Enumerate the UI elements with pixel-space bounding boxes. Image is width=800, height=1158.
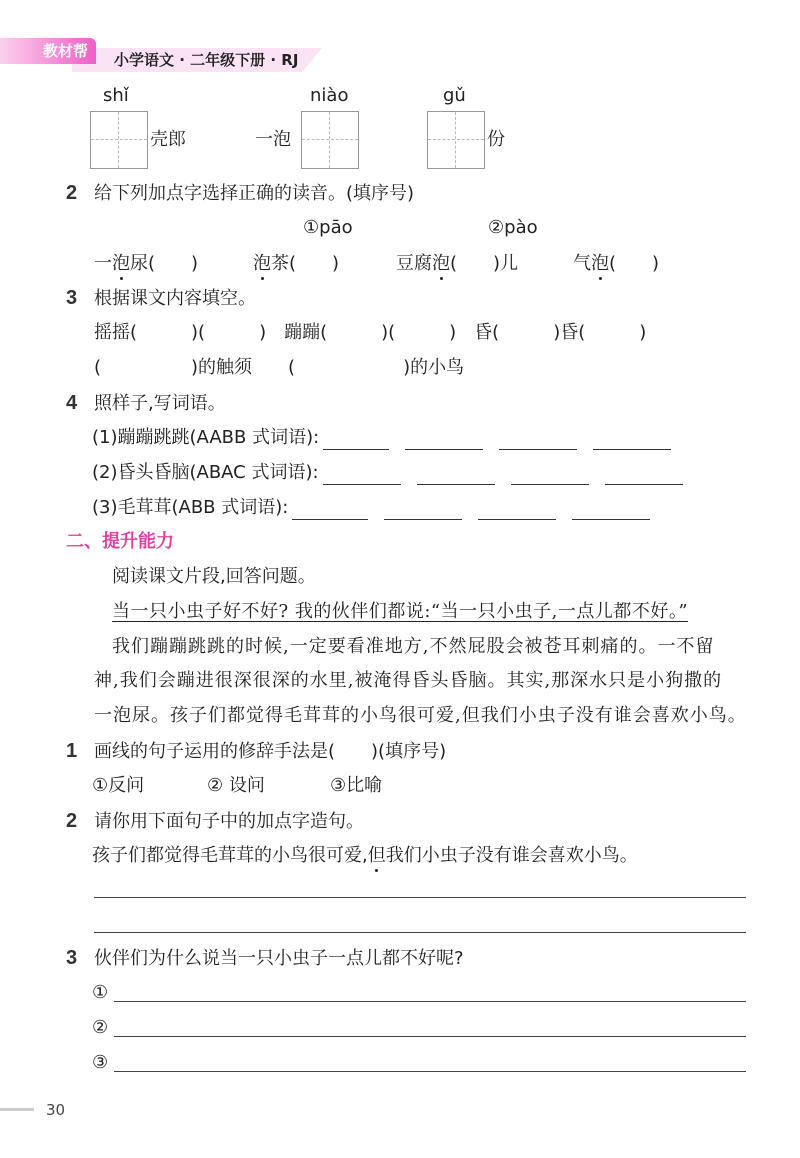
word-3[interactable]: 豆腐泡( )儿 (396, 253, 519, 274)
fill-row-1[interactable]: 摇摇( )( ) 蹦蹦( )( ) 昏( )昏( ) (94, 322, 647, 343)
option-2: ②pào (488, 217, 538, 238)
writing-box[interactable] (301, 111, 359, 169)
answer-line[interactable] (114, 1036, 746, 1037)
pinyin: niào (310, 85, 349, 106)
answer-line[interactable] (94, 932, 746, 933)
answer-line[interactable] (114, 1001, 746, 1002)
r2-sentence: 孩子们都觉得毛茸茸的小鸟很可爱,但我们小虫子没有谁会喜欢小鸟。 (92, 845, 638, 866)
underlined-sentence: 当一只小虫子好不好? 我的伙伴们都说:“当一只小虫子,一点儿都不好。” (112, 601, 689, 622)
option-1: ①pāo (303, 217, 353, 238)
word-4[interactable]: 气泡( ) (573, 253, 660, 274)
reading-q1: 1 画线的句子运用的修辞手法是( )(填序号) (66, 740, 447, 762)
reading-q2: 2 请你用下面句子中的加点字造句。 (66, 810, 364, 832)
word-part: 壳郎 (150, 129, 186, 150)
r1-option: ③比喻 (330, 775, 383, 796)
reading-q3: 3 伙伴们为什么说当一只小虫子一点儿都不好呢? (66, 947, 464, 969)
word-part: 一泡 (255, 129, 291, 150)
answer-line[interactable] (94, 897, 746, 898)
question-4: 4 照样子,写词语。 (66, 392, 226, 414)
reading-intro: 阅读课文片段,回答问题。 (112, 566, 316, 587)
header-title: 小学语文 · 二年级下册 · RJ (114, 51, 299, 69)
word-2[interactable]: 泡茶( ) (253, 253, 340, 274)
answer-mark: ③ (92, 1052, 109, 1073)
answer-mark: ② (92, 1017, 109, 1038)
brand-tab: 教材帮 (0, 38, 96, 64)
writing-box[interactable] (427, 111, 485, 169)
q4-item-1: (1)蹦蹦跳跳(AABB 式词语): (92, 426, 671, 450)
paragraph-line: 神,我们会蹦进很深很深的水里,被淹得昏头昏脑。其实,那深水只是小狗撒的 (94, 670, 723, 691)
answer-mark: ① (92, 982, 109, 1003)
fill-row-2[interactable]: ( )的触须 ( )的小鸟 (94, 357, 465, 378)
word-1[interactable]: 一泡尿( ) (94, 253, 199, 274)
pinyin: shǐ (103, 85, 129, 106)
writing-box[interactable] (90, 111, 148, 169)
question-3: 3 根据课文内容填空。 (66, 287, 256, 309)
q4-item-3: (3)毛茸茸(ABB 式词语): (92, 496, 650, 520)
q4-item-2: (2)昏头昏脑(ABAC 式词语): (92, 461, 683, 485)
pinyin: gǔ (443, 85, 466, 106)
page-number: 30 (46, 1101, 66, 1119)
r1-option: ② 设问 (207, 775, 265, 796)
paragraph-line: 一泡尿。孩子们都觉得毛茸茸的小鸟很可爱,但我们小虫子没有谁会喜欢小鸟。 (94, 705, 747, 726)
footer-bar (0, 1108, 34, 1111)
section-title: 二、提升能力 (66, 531, 174, 552)
answer-line[interactable] (114, 1071, 746, 1072)
r1-option: ①反问 (92, 775, 145, 796)
paragraph-line: 我们蹦蹦跳跳的时候,一定要看准地方,不然屁股会被苍耳刺痛的。一不留 (112, 636, 715, 657)
question-2: 2 给下列加点字选择正确的读音。(填序号) (66, 182, 415, 204)
word-part: 份 (487, 129, 505, 150)
